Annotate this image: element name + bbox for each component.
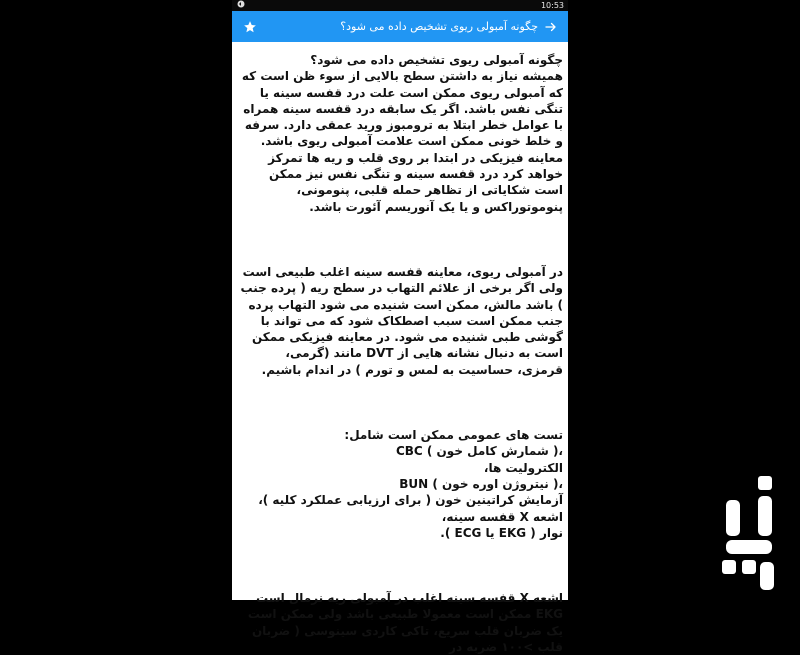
status-time: 10:53: [540, 1, 564, 10]
bazaar-logo-icon: [716, 470, 792, 594]
star-icon[interactable]: [238, 11, 262, 42]
article-heading: چگونه آمبولی ریوی تشخیص داده می شود؟: [310, 53, 563, 67]
page-title: چگونه آمبولی ریوی تشخیص داده می شود؟: [340, 20, 538, 33]
article-scroll-view[interactable]: [232, 42, 568, 655]
article-paragraph-1: همیشه نیاز به داشتن سطح بالایی از سوء ظن است که که آمبولی ریوی ممکن است علت درد قفسه سینه یا تنگی نفس باشد. اگر یک سابقه درد قفسه سینه همراه با عوامل خطر ابتلا به ترومبوز ورید عمقی دارد. سرفه و خلط خونی ممکن است علامت آمبولی ریوی باشد. معاینه فیزیکی در ابتدا بر روی قلب و ریه ها تمرکز خواهد کرد درد قفسه سینه و تنگی نفس نیز ممکن است شکایاتی از تظاهر حمله قلبی، پنومونی، پنوموتوراکس و یا یک آنوریسم آئورت باشد.: [241, 69, 563, 214]
list-item: ،( شمارش کامل خون ) CBC: [395, 444, 563, 459]
status-bar: [232, 0, 568, 11]
list-item: آزمایش کراتینین خون ( برای ارزیابی عملکرد کلیه )،: [258, 493, 563, 508]
arrow-back-icon[interactable]: [540, 11, 562, 42]
article-body: [232, 42, 568, 655]
app-bar: [232, 11, 568, 42]
list-item: ،( نیتروژن اوره خون ) BUN: [399, 476, 563, 491]
list-item: الکترولیت ها،: [483, 460, 563, 475]
tests-title: تست های عمومی ممکن است شامل:: [344, 428, 563, 443]
article-paragraph-2: در آمبولی ریوی، معاینه قفسه سینه اغلب طبیعی است ولی اگر برخی از علائم التهاب در سطح ریه ( پرده جنب ) باشد مالش، ممکن است شنیده می شود التهاب پرده جنب ممکن است سبب اصطکاک شود که می تواند با گوشی طبی شنیده می شود. در معاینه فیزیکی ممکن است به دنبال نشانه هایی از DVT مانند (گرمی، قرمزی، حساسیت به لمس و تورم ) در اندام باشیم.: [240, 264, 563, 377]
article-paragraph-4: اشعه X قفسه سینه اغلب در آمبولی ریه نرمال است EKG ممکن است معمولا طبیعی باشد ولی ممکن است یک ضربان قلب سریع، تاکی کاردی سینوسی ( ضربان قلب >۱۰۰ ضربه در: [247, 591, 563, 655]
notification-icon: [237, 0, 245, 11]
list-item: نوار ( EKG یا ECG ).: [440, 525, 563, 540]
list-item: اشعه X قفسه سینه،: [441, 509, 563, 524]
